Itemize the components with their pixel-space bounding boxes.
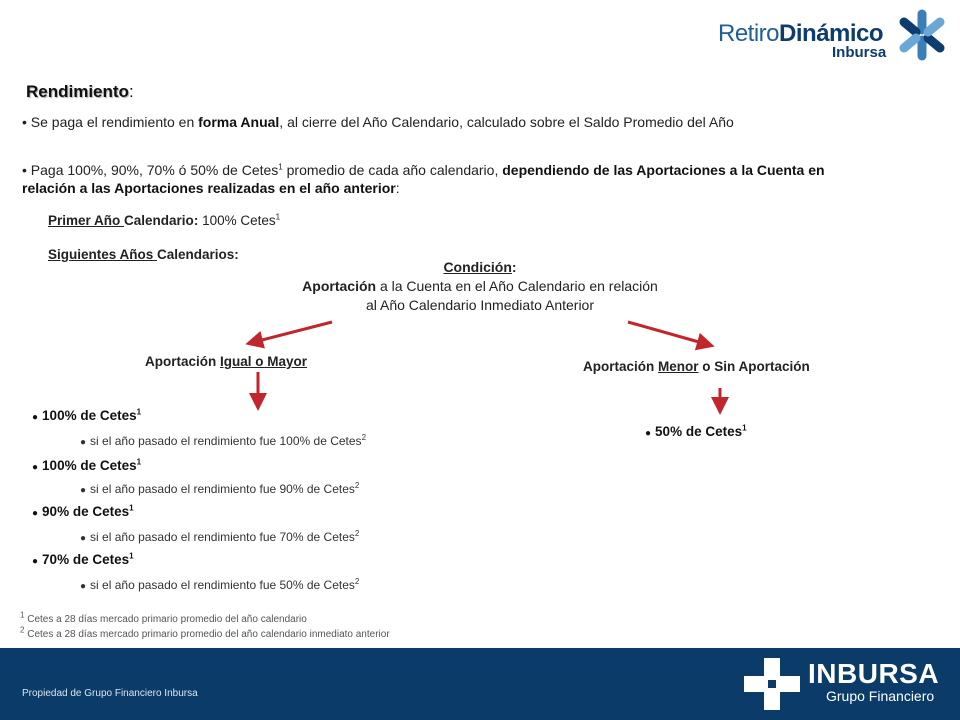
right-branch-underlined: Menor: [658, 359, 699, 374]
p2-post: :: [395, 180, 400, 196]
right-branch-pre: Aportación: [583, 359, 659, 374]
left-item-4-detail-text: si el año pasado el rendimiento fue 50% de Cetes: [90, 578, 355, 592]
left-item-1-detail-sup: 2: [361, 433, 367, 442]
right-item-sup: 1: [742, 423, 747, 433]
next-years-label-underlined: Siguientes Años: [48, 247, 158, 262]
right-item-main: 50% de Cetes: [655, 424, 743, 439]
left-item-4-detail: ● si el año pasado el rendimiento fue 50% de Cetes$^2$: [80, 577, 360, 592]
first-year-label-underlined: Primer Año: [48, 213, 125, 228]
arrow-to-left-branch: [254, 322, 332, 342]
condition-line-1-rest: a la Cuenta en el Año Calendario en relación: [376, 278, 658, 294]
left-item-1-detail: ● si el año pasado el rendimiento fue 100% de Cetes$^2$: [80, 433, 367, 448]
p1-bold: forma Anual: [198, 114, 280, 130]
condition-title-text: Condición: [443, 259, 512, 275]
right-branch-label: [583, 359, 810, 374]
footnote-1: [20, 610, 307, 625]
first-year-sup: 1: [275, 212, 281, 222]
left-item-3-sup: 1: [129, 503, 134, 513]
logo-inbursa: Inbursa: [832, 44, 887, 61]
footnote-2: [20, 625, 390, 640]
left-item-4-sup: 1: [129, 551, 134, 561]
left-item-2-detail-text: si el año pasado el rendimiento fue 90% de Cetes: [90, 482, 355, 496]
p1-pre: • Se paga el rendimiento en: [22, 114, 199, 130]
p1-post: , al cierre del Año Calendario, calculado sobre el Saldo Promedio del Año: [279, 114, 734, 130]
p2-sup: 1: [278, 162, 283, 172]
left-item-1: ● 100% de Cetes$^1$: [32, 407, 142, 423]
left-item-3-main: 90% de Cetes: [42, 504, 130, 519]
footer-ownership-text: Propiedad de Grupo Financiero Inbursa: [22, 688, 198, 699]
next-years-label-bold: Calendarios: [157, 247, 235, 262]
footer-brand: INBURSA: [808, 658, 940, 689]
left-item-2-sup: 1: [136, 457, 142, 467]
title-colon: :: [128, 82, 134, 101]
first-year-label-bold: Calendario: [124, 213, 194, 228]
footnote-2-text: Cetes a 28 días mercado primario promedio del año calendario inmediato anterior: [24, 629, 390, 640]
p2-mid: promedio de cada año calendario,: [282, 162, 503, 178]
arrow-to-right-branch: [628, 322, 706, 344]
left-item-1-main: 100% de Cetes: [42, 408, 137, 423]
footnote-2-sup: 2: [20, 625, 25, 635]
footnote-1-sup: 1: [20, 610, 25, 620]
left-item-3-detail: ● si el año pasado el rendimiento fue 70% de Cetes$^2$: [80, 529, 360, 544]
right-item: ● 50% de Cetes$^1$: [645, 423, 747, 439]
left-item-1-detail-text: si el año pasado el rendimiento fue 100% de Cetes: [90, 434, 362, 448]
left-item-1-sup: 1: [136, 407, 142, 417]
left-item-3: ● 90% de Cetes$^1$: [32, 503, 134, 519]
left-item-2-detail: ● si el año pasado el rendimiento fue 90% de Cetes$^2$: [80, 481, 360, 496]
left-branch-label: [145, 354, 307, 369]
left-branch-pre: Aportación: [145, 354, 221, 369]
first-year-value: 100% Cetes: [202, 213, 276, 228]
logo-retiro: Retiro: [718, 20, 780, 47]
left-item-3-detail-text: si el año pasado el rendimiento fue 70% de Cetes: [90, 530, 355, 544]
left-item-2-main: 100% de Cetes: [42, 458, 137, 473]
logo-dinamico: Dinámico: [779, 20, 884, 47]
footer-bar: [0, 648, 960, 720]
left-item-2: ● 100% de Cetes$^1$: [32, 457, 142, 473]
left-item-4: ● 70% de Cetes$^1$: [32, 551, 134, 567]
condition-line-1-bold: Aportación: [302, 278, 377, 294]
left-item-3-detail-sup: 2: [354, 529, 360, 538]
left-item-4-main: 70% de Cetes: [42, 552, 130, 567]
title-text: Rendimiento: [26, 82, 129, 101]
left-item-4-detail-sup: 2: [354, 577, 360, 586]
condition-title-colon: :: [511, 259, 517, 275]
right-branch-post: o Sin Aportación: [698, 359, 810, 374]
footnote-1-text: Cetes a 28 días mercado primario promedio del año calendario: [24, 614, 307, 625]
p2-pre: • Paga 100%, 90%, 70% ó 50% de Cetes: [22, 162, 279, 178]
footer-subtitle: Grupo Financiero: [826, 688, 935, 704]
next-years-colon: :: [234, 247, 239, 262]
inbursa-mark-icon: [744, 658, 800, 710]
left-item-2-detail-sup: 2: [354, 481, 360, 490]
p2-bold: dependiendo de las Aportaciones a la Cuenta en relación a las Aportaciones realizadas en el año anterior: [22, 162, 825, 196]
condition-line-2: al Año Calendario Inmediato Anterior: [365, 297, 595, 313]
first-year-colon: :: [193, 213, 203, 228]
left-branch-underlined: Igual o Mayor: [220, 354, 308, 369]
